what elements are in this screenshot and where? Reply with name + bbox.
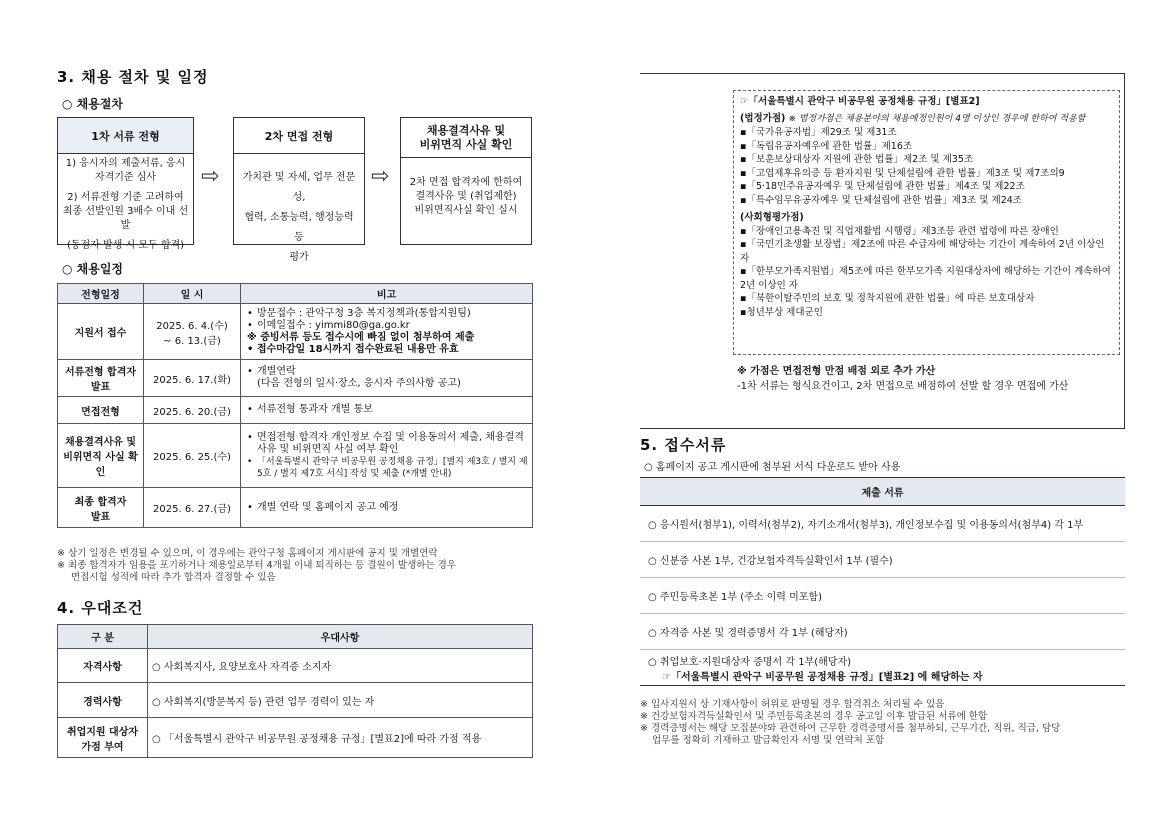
- step-box-interview: 2차 면접 전형 가치관 및 자세, 업무 전문성, 협력, 소통능력, 행정능력 등 평가: [233, 117, 365, 245]
- section3-title: 3. 채용 절차 및 일정: [57, 68, 209, 86]
- section4-title: 4. 우대조건: [57, 599, 144, 617]
- list-item: ○ 주민등록초본 1부 (주소 이력 미포함): [640, 578, 1125, 614]
- procedure-subtitle: ○ 채용절차: [62, 97, 124, 111]
- list-item: ○ 자격증 사본 및 경력증명서 각 1부 (해당자): [640, 614, 1125, 650]
- step-title: 채용결격사유 및 비위면직 사실 확인: [401, 118, 531, 158]
- section5-title: 5. 접수서류: [640, 436, 727, 454]
- step-title: 1차 서류 전형: [58, 118, 193, 154]
- schedule-footnotes: ※ 상기 일정은 변경될 수 있으며, 이 경우에는 관악구청 홈페이지 게시판에 공지 및 개별연락 ※ 최종 합격자가 임용을 포기하거나 채용일로부터 4개월 이내 퇴직하는 등 결원이 발생하는 경우 면접시험 성적에 따라 추가 합격자 결정할 수 있음: [57, 548, 456, 583]
- table-row: 경력사항 ○ 사회복지(방문복지 등) 관련 업무 경력이 있는 자: [58, 683, 533, 718]
- table-row: 취업지원 대상자 가점 부여 ○ 「서울특별시 관악구 비공무원 공정채용 규정」[별표2]에 따라 가점 적용: [58, 718, 533, 758]
- list-item: ○ 취업보호·지원대상자 증명서 각 1부(해당자) ☞「서울특별시 관악구 비공무원 공정채용 규정」[별표2] 에 해당하는 자: [648, 656, 983, 683]
- table-row: 지원서 접수 2025. 6. 4.(수) ~ 6. 13.(금) • 방문접수 : 관악구청 3층 복지정책과(통합지원팀) • 이메일접수 : yimmi80@ga.go.kr ※ 증빙서류 등도 접수시에 빠짐 없이 첨부하여 제출 • 접수마감일 18시까지 접수완료된 내용만 유효: [58, 304, 533, 360]
- bonus-note: -1차 서류는 형식요건이고, 2차 면접으로 배점하여 선발 할 경우 면접에 가산: [737, 381, 1069, 392]
- bottom-rule: [640, 428, 1125, 429]
- step-box-document: 1차 서류 전형 1) 응시자의 제출서류, 응시 자격기준 심사 2) 서류전형 기준 고려하여 최종 선발인원 3배수 이내 선발 (동점자 발생 시 모두 합격): [57, 117, 194, 245]
- section5-intro: ○ 홈페이지 공고 게시판에 첨부된 서식 다운로드 받아 사용: [644, 462, 901, 473]
- schedule-table: [57, 283, 533, 528]
- table-row: 서류전형 합격자 발표 2025. 6. 17.(화) • 개별연락 (다음 전형의 일시·장소, 응시자 주의사항 공고): [58, 360, 533, 397]
- table-row: 자격사항 ○ 사회복지사, 요양보호사 자격증 소지자: [58, 649, 533, 683]
- schedule-subtitle: ○ 채용일정: [62, 262, 124, 276]
- bonus-note-bold: ※ 가점은 면접전형 만점 배점 외로 추가 가산: [737, 366, 936, 377]
- bonus-points-box: ☞「서울특별시 관악구 비공무원 공정채용 규정」[별표2] (법정가점) ※ 법정가점은 채용분야의 채용예정인원이 4명 이상인 경우에 한하여 적용함 ▪「국가유공자법」제29조 및 제31조 ▪「독립유공자예우에 관한 법률」제16조 ▪「보훈보상대상자 지원에 관한 법률」제2조 및 제35조 ▪「고엽제후유의증 등 환자지원 및 단체설립에 관한 법률」제3조 및 제7조의9 ▪「5·18민주유공자예우 및 단체설립에 관한 법률」제4조 및 제22조 ▪「특수임무유공자예우 및 단체설립에 관한 법률」제3조 및 제24조 (사회형평가점) ▪「장애인고용촉진 및 직업재활법 시행령」제3조등 관련 법령에 따른 장애인 ▪「국민기초생활 보장법」제2조에 따른 수급자에 해당하는 기간이 계속하여 2년 이상인 자 ▪「한부모가족지원법」제5조에 따른 한부모가족 지원대상자에 해당하는 기간이 계속하여 2년 이상인 자 ▪「북한이탈주민의 보호 및 정착지원에 관한 법률」에 따른 보호대상자 ▪청년부상 제대군인: [733, 90, 1120, 355]
- documents-notes: ※ 입사지원서 상 기재사항이 허위로 판명될 경우 합격취소 처리될 수 있음 ※ 건강보험자격득실확인서 및 주민등록초본의 경우 공고일 이후 발급된 서류에 한함 ※ 경력증명서는 해당 모집분야와 관련하여 근무한 경력증명서를 첨부하되, 근무기간, 직위, 직급, 담당 업무를 정확히 기재하고 발급확인자 서명 및 연락처 포함: [640, 699, 1061, 746]
- top-rule: [640, 73, 1125, 74]
- arrow-right-icon: ⇨: [371, 164, 390, 189]
- legal-items: ▪「국가유공자법」제29조 및 제31조 ▪「독립유공자예우에 관한 법률」제16조 ▪「보훈보상대상자 지원에 관한 법률」제2조 및 제35조 ▪「고엽제후유의증 등 환자지원 및 단체설립에 관한 법률」제3조 및 제7조의9 ▪「5·18민주유공자예우 및 단체설립에 관한 법률」제4조 및 제22조 ▪「특수임무유공자예우 및 단체설립에 관한 법률」제3조 및 제24조: [740, 127, 1065, 206]
- right-rule: [1124, 73, 1125, 428]
- table-row: 채용결격사유 및 비위면직 사실 확인 2025. 6. 25.(수) • 면접전형 합격자 개인정보 수집 및 이용동의서 제출, 채용결격사유 및 비위면직 사실 여부 확인 • 「서울특별시 관악구 비공무원 공정채용 규정」[별지 제3호 / 별지 제5호 / 별지 제7호 서식] 작성 및 제출 (*개별 안내): [58, 424, 533, 488]
- preference-table: [57, 624, 533, 758]
- table-row: 면접전형 2025. 6. 20.(금) • 서류전형 통과자 개별 통보: [58, 397, 533, 424]
- step-box-verification: 채용결격사유 및 비위면직 사실 확인 2차 면접 합격자에 한하여 결격사유 및 (취업제한) 비위면직사실 확인 실시: [400, 117, 532, 245]
- step-title: 2차 면접 전형: [234, 118, 364, 154]
- table-row: 최종 합격자 발표 2025. 6. 27.(금) • 개별 연락 및 홈페이지 공고 예정: [58, 488, 533, 528]
- social-items: ▪「장애인고용촉진 및 직업재활법 시행령」제3조등 관련 법령에 따른 장애인 ▪「국민기초생활 보장법」제2조에 따른 수급자에 해당하는 기간이 계속하여 2년 이상인 자 ▪「한부모가족지원법」제5조에 따른 한부모가족 지원대상자에 해당하는 기간이 계속하여 2년 이상인 자 ▪「북한이탈주민의 보호 및 정착지원에 관한 법률」에 따른 보호대상자 ▪청년부상 제대군인: [740, 225, 1111, 318]
- table-header-row: 구 분 우대사항: [58, 625, 533, 649]
- documents-table: [640, 477, 1125, 686]
- list-item: ○ 응시원서(첨부1), 이력서(첨부2), 자기소개서(첨부3), 개인정보수집 및 이용동의서(첨부4) 각 1부: [640, 506, 1125, 542]
- list-item: ○ 신분증 사본 1부, 건강보험자격득실확인서 1부 (필수): [640, 542, 1125, 578]
- arrow-right-icon: ⇨: [201, 164, 220, 189]
- documents-header: 제출 서류: [640, 478, 1125, 506]
- table-header-row: 전형일정 일 시 비고: [58, 284, 533, 304]
